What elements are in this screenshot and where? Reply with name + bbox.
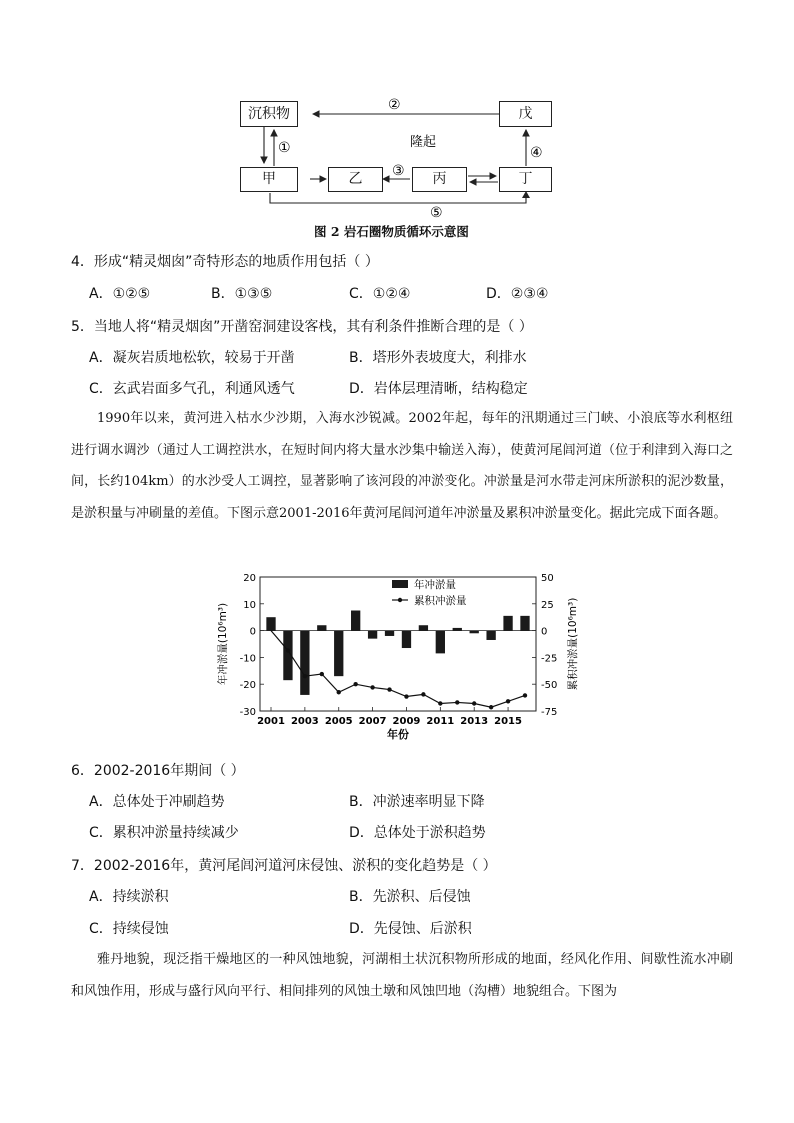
passage-yellow-river: 1990年以来，黄河进入枯水少沙期，入海水沙锐减。2002年起，每年的汛期通过三门峡、小浪底等水利枢纽进行调水调沙（通过人工调控洪水，在短时间内将大量水沙集中输送入海），使黄河尾闾河道（位于利津到入海口之间，长约104km）的水沙受人工调控，显著影响了该河段的冲淤变化。冲淤量是河水带走河床所淤积的泥沙数量，是淤积量与冲刷量的差值。下图示意2001-2016年黄河尾闾河道年冲淤量及累积冲淤量变化。据此完成下面各题。 bbox=[71, 411, 733, 521]
bar-annual-2013 bbox=[470, 631, 479, 634]
q5-option-c[interactable]: C．玄武岩面多气孔，利通风透气 bbox=[89, 381, 295, 397]
label-circle-4: ④ bbox=[530, 145, 543, 161]
point-cumulative-2015 bbox=[506, 699, 510, 703]
y-left-axis-label: 年冲淤量(10⁶m³) bbox=[217, 602, 229, 686]
point-cumulative-2012 bbox=[455, 700, 459, 704]
box-sediment: 沉积物 bbox=[240, 101, 298, 127]
legend-line-marker bbox=[398, 598, 402, 602]
point-cumulative-2003 bbox=[303, 674, 307, 678]
box-bing: 丙 bbox=[412, 167, 467, 192]
point-cumulative-2009 bbox=[404, 694, 408, 698]
sediment-chart bbox=[210, 567, 590, 747]
box-jia: 甲 bbox=[240, 167, 298, 192]
x-tick-label: 2007 bbox=[358, 716, 387, 727]
bar-annual-2012 bbox=[453, 628, 462, 631]
bar-annual-2007 bbox=[368, 631, 377, 639]
bar-annual-2015 bbox=[503, 616, 512, 631]
question-6-stem: 6．2002-2016年期间（ ） bbox=[71, 763, 245, 779]
x-tick-label: 2013 bbox=[460, 716, 489, 727]
q6-option-b[interactable]: B．冲淤速率明显下降 bbox=[349, 794, 485, 810]
box-wu: 戊 bbox=[499, 101, 552, 127]
bar-annual-2004 bbox=[317, 625, 326, 630]
legend-bar-swatch bbox=[392, 580, 408, 588]
point-cumulative-2006 bbox=[353, 682, 357, 686]
x-tick-label: 2003 bbox=[290, 716, 319, 727]
point-cumulative-2014 bbox=[489, 705, 493, 709]
question-4-stem: 4．形成“精灵烟囱”奇特形态的地质作用包括（ ） bbox=[71, 254, 379, 270]
q4-option-c[interactable]: C．①②④ bbox=[349, 286, 411, 302]
label-circle-3: ③ bbox=[392, 163, 405, 179]
q7-option-c[interactable]: C．持续侵蚀 bbox=[89, 921, 169, 937]
point-cumulative-2002 bbox=[286, 648, 290, 652]
bar-annual-2003 bbox=[300, 631, 309, 695]
x-tick-label: 2011 bbox=[426, 716, 455, 727]
bar-annual-2006 bbox=[351, 611, 360, 631]
box-yi: 乙 bbox=[328, 167, 383, 192]
legend-line-label: 累积冲淤量 bbox=[414, 595, 467, 607]
x-tick-label: 2015 bbox=[494, 716, 522, 727]
point-cumulative-2011 bbox=[438, 701, 442, 705]
q6-option-d[interactable]: D．总体处于淤积趋势 bbox=[349, 825, 486, 841]
point-cumulative-2008 bbox=[387, 687, 391, 691]
bar-annual-2008 bbox=[385, 631, 394, 636]
q5-option-b[interactable]: B．塔形外表坡度大，利排水 bbox=[349, 350, 527, 366]
q4-option-d[interactable]: D．②③④ bbox=[486, 286, 549, 302]
question-7-stem: 7．2002-2016年，黄河尾闾河道河床侵蚀、淤积的变化趋势是（ ） bbox=[71, 858, 497, 874]
y-right-tick-label: 50 bbox=[541, 573, 554, 584]
label-circle-2: ② bbox=[388, 97, 401, 113]
x-tick-label: 2009 bbox=[392, 716, 421, 727]
label-circle-1: ① bbox=[278, 140, 291, 156]
q5-option-a[interactable]: A．凝灰岩质地松软，较易于开凿 bbox=[89, 350, 295, 366]
q4-option-a[interactable]: A．①②⑤ bbox=[89, 286, 151, 302]
q5-option-d[interactable]: D．岩体层理清晰，结构稳定 bbox=[349, 381, 528, 397]
q7-option-b[interactable]: B．先淤积、后侵蚀 bbox=[349, 889, 471, 905]
x-tick-label: 2005 bbox=[324, 716, 353, 727]
bar-annual-2001 bbox=[266, 617, 275, 630]
y-right-tick-label: -75 bbox=[541, 707, 558, 718]
x-tick-label: 2001 bbox=[257, 716, 285, 727]
bar-annual-2011 bbox=[436, 631, 445, 654]
y-left-tick-label: 10 bbox=[243, 599, 256, 611]
label-uplift: 隆起 bbox=[410, 135, 437, 150]
point-cumulative-2007 bbox=[370, 685, 374, 689]
q7-option-a[interactable]: A．持续淤积 bbox=[89, 889, 169, 905]
x-axis-label: 年份 bbox=[387, 728, 409, 741]
point-cumulative-2016 bbox=[523, 693, 527, 697]
bar-annual-2014 bbox=[486, 631, 495, 640]
q4-option-b[interactable]: B．①③⑤ bbox=[211, 286, 273, 302]
y-left-tick-label: 20 bbox=[243, 573, 256, 584]
label-circle-5: ⑤ bbox=[430, 205, 443, 220]
q6-option-c[interactable]: C．累积冲淤量持续减少 bbox=[89, 825, 239, 841]
point-cumulative-2010 bbox=[421, 692, 425, 696]
y-left-tick-label: 0 bbox=[249, 626, 256, 638]
legend-bar-label: 年冲淤量 bbox=[414, 579, 456, 591]
q7-option-d[interactable]: D．先侵蚀、后淤积 bbox=[349, 921, 472, 937]
bar-annual-2005 bbox=[334, 631, 343, 677]
y-left-tick-label: -10 bbox=[239, 653, 256, 665]
bar-annual-2010 bbox=[419, 625, 428, 630]
box-ding: 丁 bbox=[499, 167, 552, 192]
y-right-tick-label: -25 bbox=[541, 653, 558, 665]
y-right-tick-label: -50 bbox=[541, 680, 558, 692]
y-left-tick-label: -20 bbox=[239, 680, 256, 692]
q6-option-a[interactable]: A．总体处于冲刷趋势 bbox=[89, 794, 225, 810]
bar-annual-2016 bbox=[520, 616, 529, 631]
y-left-tick-label: -30 bbox=[239, 707, 256, 718]
y-right-axis-label: 累积冲淤量(10⁶m³) bbox=[567, 597, 579, 691]
question-5-stem: 5．当地人将“精灵烟囱”开凿窑洞建设客栈，其有利条件推断合理的是（ ） bbox=[71, 319, 533, 335]
point-cumulative-2013 bbox=[472, 701, 476, 705]
point-cumulative-2005 bbox=[337, 690, 341, 694]
diagram-caption: 图 2 岩石圈物质循环示意图 bbox=[314, 224, 469, 239]
bar-annual-2009 bbox=[402, 631, 411, 648]
y-right-tick-label: 25 bbox=[541, 599, 554, 611]
point-cumulative-2004 bbox=[320, 672, 324, 676]
y-right-tick-label: 0 bbox=[541, 626, 548, 638]
passage-yardang: 雅丹地貌，现泛指干燥地区的一种风蚀地貌，河湖相土状沉积物所形成的地面，经风化作用、间歇性流水冲刷和风蚀作用，形成与盛行风向平行、相间排列的风蚀土墩和风蚀凹地（沟槽）地貌组合。下图为 bbox=[71, 952, 733, 999]
